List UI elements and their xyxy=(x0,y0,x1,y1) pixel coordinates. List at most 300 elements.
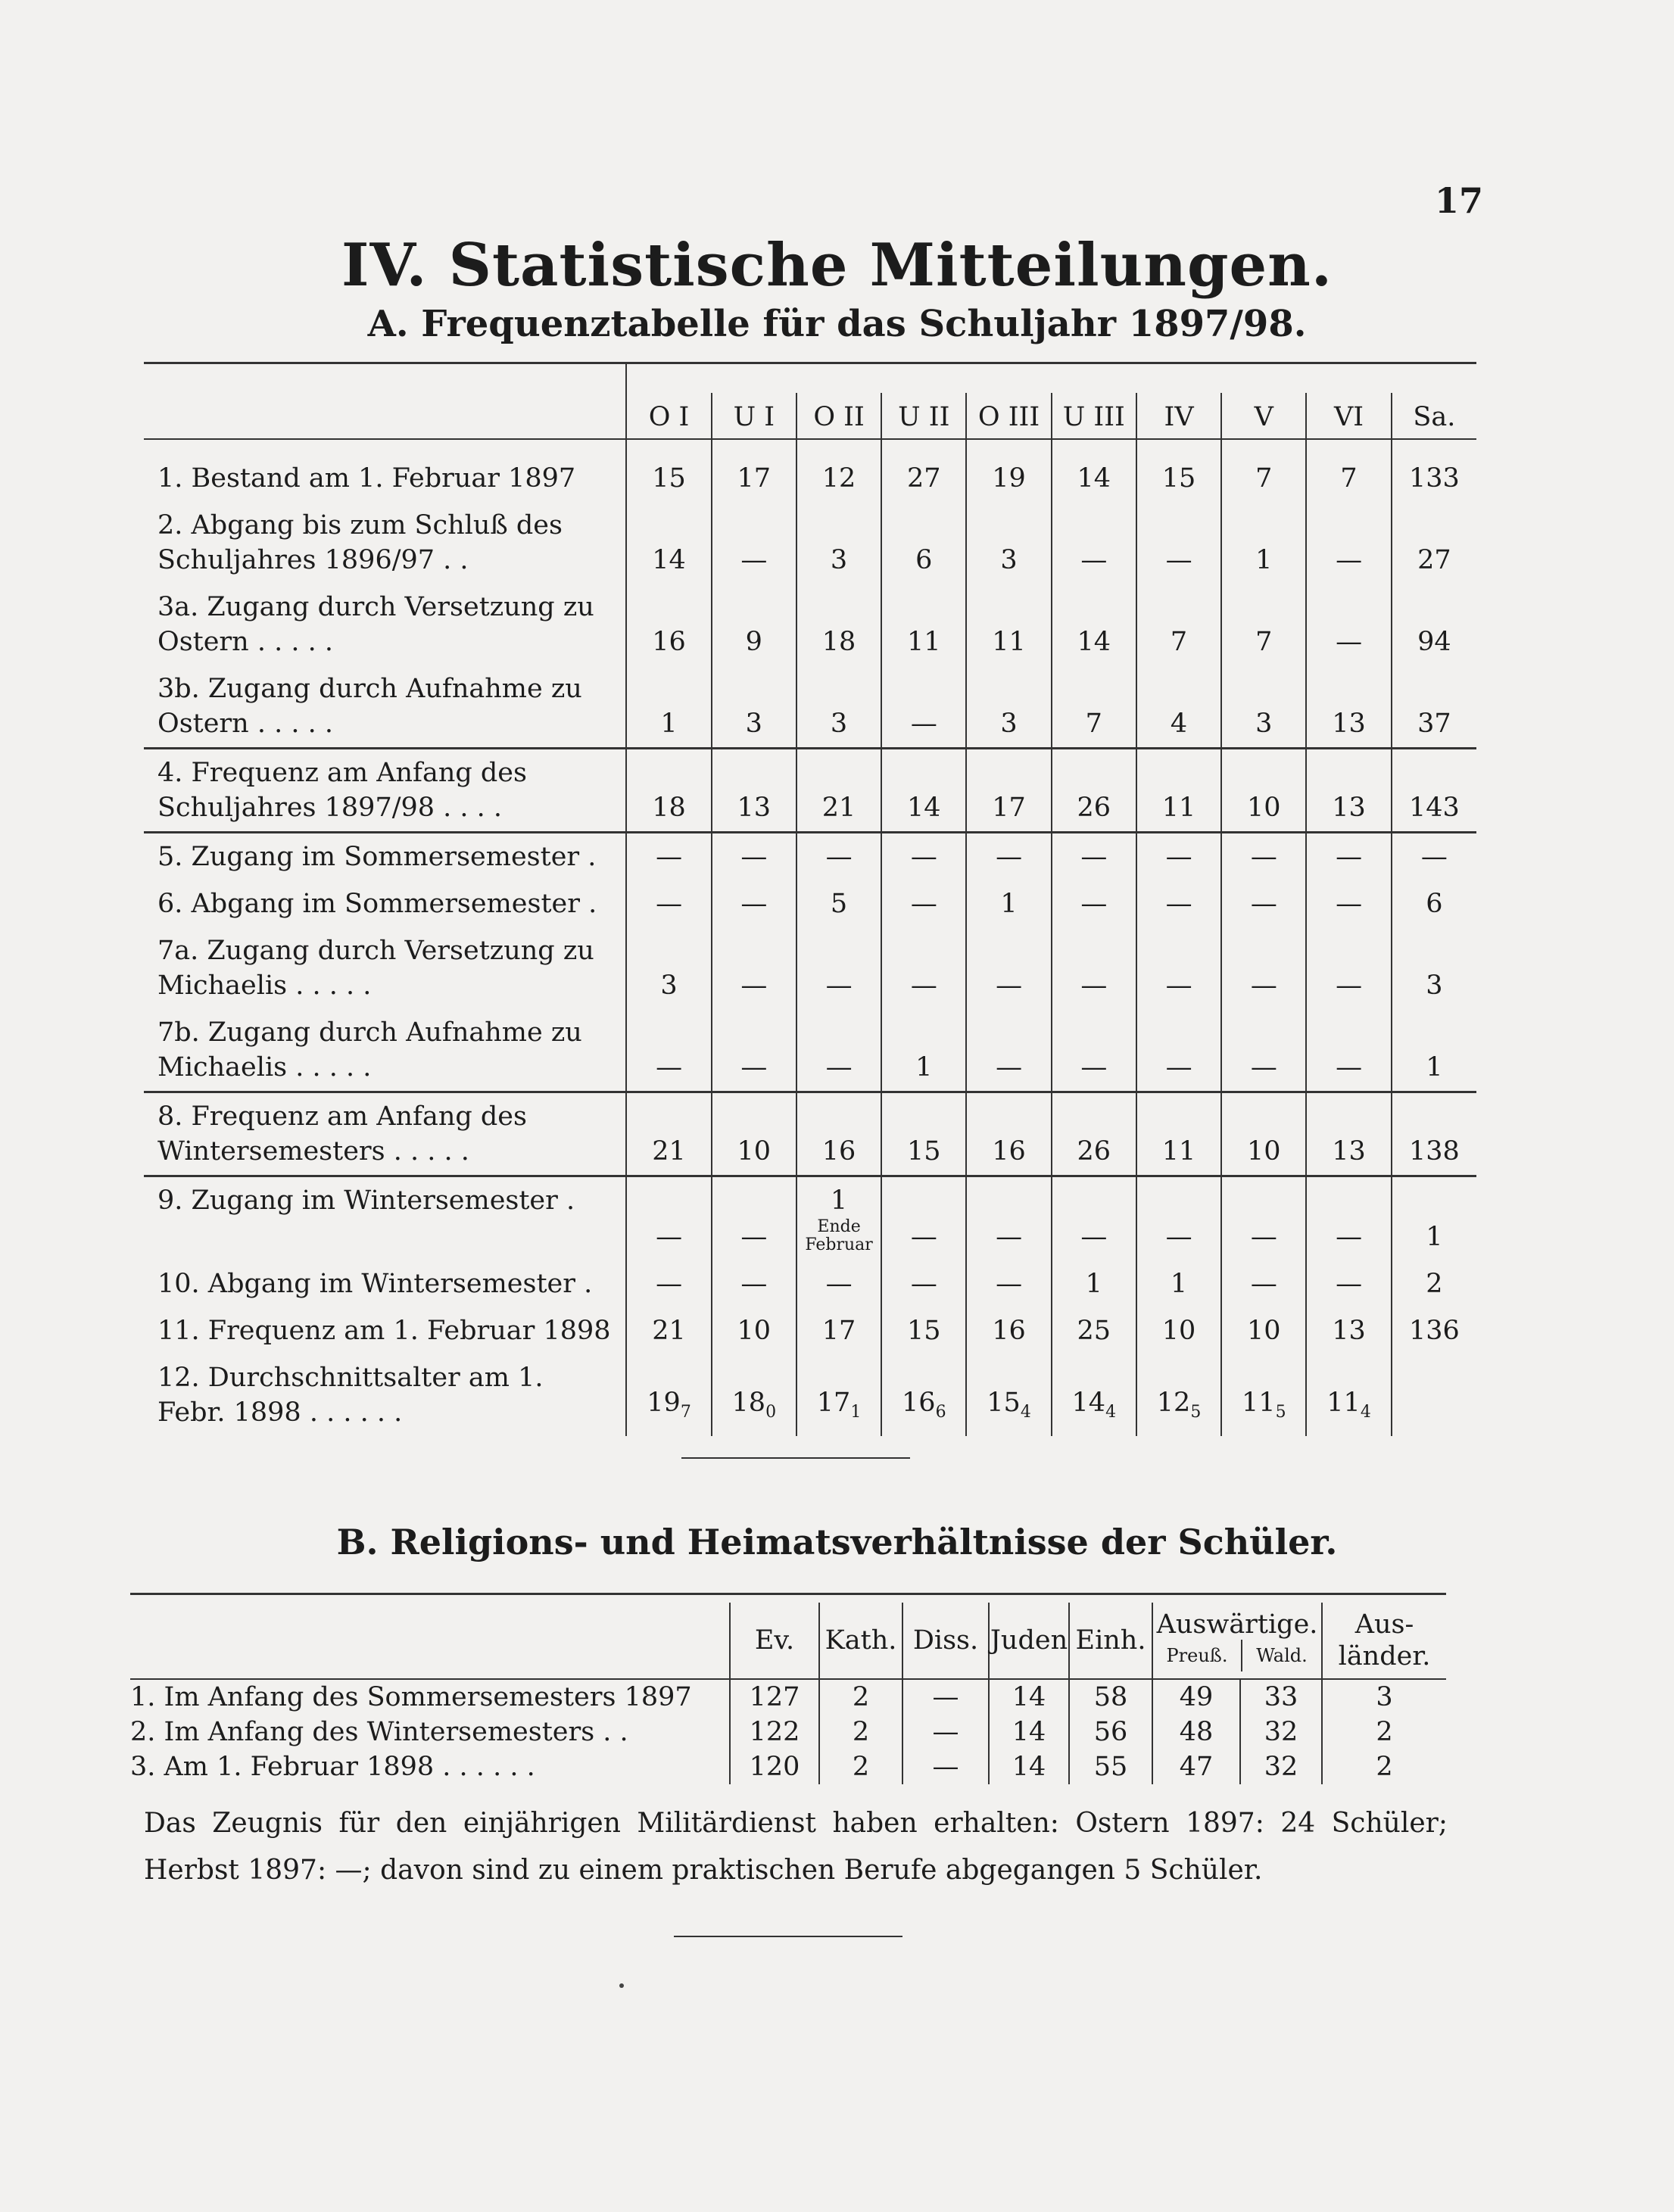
cell-value: — xyxy=(1420,842,1448,872)
cell-value: 1 xyxy=(915,1052,933,1083)
value-cell xyxy=(1052,584,1136,665)
cell-value: — xyxy=(1336,627,1363,657)
value-cell xyxy=(1221,880,1306,927)
value-cell xyxy=(712,1307,796,1354)
value-cell: 55 xyxy=(1069,1749,1152,1784)
value-cell xyxy=(1136,665,1221,749)
cell-value: 13 xyxy=(1332,1136,1366,1167)
cell-value: 10 xyxy=(1161,1316,1196,1346)
value-cell xyxy=(881,927,966,1009)
col-header: U I xyxy=(712,393,796,439)
cell-value: 7 xyxy=(1255,463,1273,494)
value-cell xyxy=(1221,665,1306,749)
cell-value: — xyxy=(740,970,768,1001)
col-header-diss: Diss. xyxy=(902,1603,989,1679)
value-cell xyxy=(796,833,881,881)
table-row xyxy=(144,584,1476,665)
value-cell: 49 xyxy=(1152,1679,1240,1715)
table-row xyxy=(144,1009,1476,1092)
col-header: U III xyxy=(1052,393,1136,439)
value-cell xyxy=(1306,880,1391,927)
cell-value: 1 xyxy=(830,1185,848,1216)
cell-value: — xyxy=(910,889,937,919)
cell-value: 3 xyxy=(1000,709,1018,739)
value-cell xyxy=(1052,833,1136,881)
remark-paragraph: Das Zeugnis für den einjährigen Militärdienst haben erhalten: Ostern 1897: 24 Schüler; Herbst 1897: —; davon sind zu einem praktischen Berufe abgegangen 5 Schüler. xyxy=(144,1808,1448,1886)
value-cell xyxy=(1392,1092,1476,1176)
value-cell xyxy=(712,1176,796,1261)
value-cell xyxy=(1306,833,1391,881)
cell-value: 10 xyxy=(1247,1316,1281,1346)
age-cell xyxy=(1306,1354,1391,1436)
age-cell xyxy=(966,1354,1051,1436)
value-cell xyxy=(881,749,966,833)
value-cell xyxy=(1306,1176,1391,1261)
value-cell xyxy=(712,1092,796,1176)
col-header-ev: Ev. xyxy=(730,1603,819,1679)
value-cell xyxy=(966,502,1051,584)
cell-value: 10 xyxy=(737,1316,772,1346)
cell-value: 16 xyxy=(992,1136,1026,1167)
value-cell xyxy=(881,502,966,584)
value-cell xyxy=(796,584,881,665)
value-cell xyxy=(1306,1092,1391,1176)
value-cell xyxy=(966,439,1051,502)
value-cell xyxy=(712,502,796,584)
value-cell xyxy=(966,880,1051,927)
value-cell xyxy=(796,1176,881,1261)
col-header: IV xyxy=(1136,393,1221,439)
value-cell xyxy=(1392,1176,1476,1261)
row-label: 12. Durchschnittsalter am 1. Febr. 1898 . . . . . . xyxy=(157,1363,544,1428)
cell-value: — xyxy=(740,1269,768,1299)
col-header-preuss: Preuß. xyxy=(1153,1640,1242,1671)
age-cell xyxy=(1136,1354,1221,1436)
cell-value: 15 xyxy=(907,1316,941,1346)
value-cell xyxy=(966,833,1051,881)
value-cell xyxy=(1221,833,1306,881)
cell-value: 1 xyxy=(660,709,678,739)
cell-value: 14 xyxy=(652,545,686,575)
cell-value: — xyxy=(656,1269,683,1299)
col-header: VI xyxy=(1306,393,1391,439)
table-row xyxy=(144,1260,1476,1307)
religion-header-row xyxy=(130,1603,1446,1679)
value-cell: 32 xyxy=(1240,1749,1322,1784)
value-cell: 2 xyxy=(1322,1715,1446,1749)
value-cell: 2 xyxy=(1322,1749,1446,1784)
cell-value: 5 xyxy=(830,889,848,919)
value-cell: 127 xyxy=(730,1679,819,1715)
value-cell xyxy=(1306,927,1391,1009)
cell-value: — xyxy=(910,970,937,1001)
value-cell xyxy=(1221,927,1306,1009)
value-cell xyxy=(1052,749,1136,833)
row-label: 7a. Zugang durch Versetzung zu Michaelis . . . . . xyxy=(157,936,594,1001)
value-cell: 120 xyxy=(730,1749,819,1784)
value-cell xyxy=(1136,439,1221,502)
section-divider xyxy=(681,1457,910,1459)
cell-value: 7 xyxy=(1170,627,1188,657)
age-decimal: 6 xyxy=(935,1403,946,1422)
frequency-table xyxy=(144,362,1476,1436)
cell-value: — xyxy=(1250,889,1277,919)
value-cell xyxy=(1136,1260,1221,1307)
age-whole: 18 xyxy=(731,1388,766,1418)
cell-value: 37 xyxy=(1417,709,1451,739)
value-cell xyxy=(1392,665,1476,749)
row-label: 1. Bestand am 1. Februar 1897 xyxy=(157,463,576,494)
col-header-wald: Wald. xyxy=(1256,1645,1308,1666)
cell-value: — xyxy=(1336,889,1363,919)
row-label: 3. Am 1. Februar 1898 . . . . . . xyxy=(130,1752,535,1782)
cell-value: — xyxy=(740,889,768,919)
table-row xyxy=(144,833,1476,881)
cell-value: — xyxy=(1080,1222,1108,1252)
value-cell xyxy=(626,502,711,584)
value-cell xyxy=(966,1307,1051,1354)
value-cell xyxy=(626,833,711,881)
cell-value: 18 xyxy=(652,793,686,823)
value-cell xyxy=(1306,502,1391,584)
cell-value: 11 xyxy=(1161,1136,1196,1167)
value-cell xyxy=(966,1092,1051,1176)
cell-value: 6 xyxy=(915,545,933,575)
value-cell xyxy=(626,1176,711,1261)
cell-value: — xyxy=(996,970,1023,1001)
value-cell xyxy=(1136,880,1221,927)
table-row xyxy=(144,880,1476,927)
value-cell xyxy=(626,1307,711,1354)
cell-value: 6 xyxy=(1426,889,1443,919)
cell-value: 16 xyxy=(992,1316,1026,1346)
value-cell xyxy=(966,584,1051,665)
value-cell xyxy=(1052,1260,1136,1307)
religion-body xyxy=(130,1679,1446,1784)
empty-cell xyxy=(1392,1354,1476,1436)
age-decimal: 1 xyxy=(850,1403,862,1422)
header-blank xyxy=(144,393,626,439)
cell-value: — xyxy=(740,1222,768,1252)
cell-value: 14 xyxy=(1077,463,1111,494)
cell-value: — xyxy=(910,1222,937,1252)
value-cell xyxy=(966,927,1051,1009)
value-cell xyxy=(1052,1092,1136,1176)
age-cell xyxy=(1221,1354,1306,1436)
cell-value: 17 xyxy=(992,793,1026,823)
value-cell xyxy=(1136,749,1221,833)
cell-value: 4 xyxy=(1170,709,1188,739)
row-label: 2. Im Anfang des Wintersemesters . . xyxy=(130,1717,628,1747)
cell-value: — xyxy=(740,1052,768,1083)
row-label: 8. Frequenz am Anfang des Wintersemesters . . . . . xyxy=(144,1092,626,1176)
value-cell xyxy=(1392,880,1476,927)
cell-value: — xyxy=(1165,1222,1192,1252)
value-cell xyxy=(1306,439,1391,502)
cell-value: 11 xyxy=(1161,793,1196,823)
cell-value: 3 xyxy=(1426,970,1443,1001)
cell-value: 1 xyxy=(1000,889,1018,919)
value-cell xyxy=(712,439,796,502)
value-cell xyxy=(1052,665,1136,749)
value-cell xyxy=(1221,584,1306,665)
value-cell: 3 xyxy=(1322,1679,1446,1715)
cell-value: — xyxy=(1336,545,1363,575)
cell-value: 143 xyxy=(1408,793,1460,823)
cell-value: — xyxy=(1250,970,1277,1001)
cell-value: 16 xyxy=(652,627,686,657)
cell-value: 17 xyxy=(821,1316,856,1346)
table-row xyxy=(144,665,1476,749)
value-cell xyxy=(1392,1307,1476,1354)
cell-value: — xyxy=(1250,1052,1277,1083)
cell-value: — xyxy=(1250,842,1277,872)
cell-value: — xyxy=(910,1269,937,1299)
cell-value: — xyxy=(1165,842,1192,872)
cell-value: 10 xyxy=(1247,1136,1281,1167)
value-cell xyxy=(796,880,881,927)
col-header: O II xyxy=(796,393,881,439)
cell-value: — xyxy=(1250,1269,1277,1299)
cell-value: — xyxy=(740,545,768,575)
table-row xyxy=(144,502,1476,584)
value-cell xyxy=(1052,927,1136,1009)
cell-value: 26 xyxy=(1077,1136,1111,1167)
value-cell xyxy=(881,1307,966,1354)
value-cell xyxy=(1306,665,1391,749)
value-cell xyxy=(966,1176,1051,1261)
row-label: 11. Frequenz am 1. Februar 1898 xyxy=(157,1316,611,1346)
cell-value: 14 xyxy=(1077,627,1111,657)
value-cell xyxy=(1392,749,1476,833)
age-decimal: 7 xyxy=(680,1403,691,1422)
closing-divider xyxy=(674,1936,902,1937)
age-decimal: 5 xyxy=(1275,1403,1286,1422)
value-cell xyxy=(1136,927,1221,1009)
value-cell xyxy=(1052,1307,1136,1354)
cell-value: 11 xyxy=(907,627,941,657)
value-cell xyxy=(626,927,711,1009)
cell-value: 15 xyxy=(1161,463,1196,494)
cell-value: 18 xyxy=(821,627,856,657)
table-row xyxy=(130,1749,1446,1784)
cell-value: 13 xyxy=(1332,1316,1366,1346)
cell-value: 12 xyxy=(821,463,856,494)
value-cell: 2 xyxy=(819,1679,902,1715)
value-cell xyxy=(626,584,711,665)
main-title: IV. Statistische Mitteilungen. xyxy=(341,231,1333,300)
value-cell xyxy=(881,833,966,881)
cell-value: — xyxy=(1080,1052,1108,1083)
table-row xyxy=(144,1176,1476,1261)
cell-value: 7 xyxy=(1085,709,1102,739)
col-header: O III xyxy=(966,393,1051,439)
age-whole: 11 xyxy=(1242,1388,1276,1418)
row-label: 2. Abgang bis zum Schluß des Schuljahres 1896/97 . . xyxy=(157,510,563,575)
value-cell xyxy=(1221,502,1306,584)
value-cell xyxy=(796,502,881,584)
row-label: 10. Abgang im Wintersemester . xyxy=(157,1269,593,1299)
cell-value: — xyxy=(1336,1269,1363,1299)
value-cell xyxy=(796,1009,881,1092)
cell-value: — xyxy=(1080,889,1108,919)
cell-value: 3 xyxy=(1255,709,1273,739)
value-cell xyxy=(881,1092,966,1176)
table-row xyxy=(130,1715,1446,1749)
value-cell xyxy=(626,439,711,502)
value-cell xyxy=(1052,439,1136,502)
value-cell xyxy=(796,665,881,749)
value-cell xyxy=(1136,1092,1221,1176)
cell-value: — xyxy=(996,1269,1023,1299)
cell-value: 3 xyxy=(1000,545,1018,575)
value-cell xyxy=(712,833,796,881)
row-label: 4. Frequenz am Anfang des Schuljahres 1897/98 . . . . xyxy=(144,749,626,833)
value-cell xyxy=(796,439,881,502)
table-row xyxy=(144,439,1476,502)
cell-value: 27 xyxy=(907,463,941,494)
value-cell xyxy=(966,749,1051,833)
value-cell: 14 xyxy=(989,1715,1069,1749)
cell-value: — xyxy=(825,970,853,1001)
value-cell xyxy=(1221,1307,1306,1354)
cell-value: — xyxy=(1165,1052,1192,1083)
value-cell xyxy=(1052,1009,1136,1092)
table-row xyxy=(144,1354,1476,1436)
cell-value: — xyxy=(1080,545,1108,575)
value-cell xyxy=(1136,1009,1221,1092)
value-cell xyxy=(712,1260,796,1307)
page-number: 17 xyxy=(1435,180,1484,221)
value-cell: 58 xyxy=(1069,1679,1152,1715)
value-cell: 122 xyxy=(730,1715,819,1749)
age-whole: 16 xyxy=(902,1388,936,1418)
value-cell xyxy=(1136,584,1221,665)
cell-value: 3 xyxy=(830,709,848,739)
col-header-kath: Kath. xyxy=(819,1603,902,1679)
value-cell xyxy=(626,665,711,749)
cell-value: 11 xyxy=(992,627,1026,657)
col-header-auslaender: Aus- länder. xyxy=(1322,1603,1446,1679)
value-cell xyxy=(1306,1260,1391,1307)
value-cell xyxy=(712,880,796,927)
cell-value: 26 xyxy=(1077,793,1111,823)
value-cell xyxy=(1306,1009,1391,1092)
col-header: O I xyxy=(626,393,711,439)
cell-value: 136 xyxy=(1408,1316,1460,1346)
value-cell xyxy=(796,1307,881,1354)
cell-value: 1 xyxy=(1085,1269,1102,1299)
value-cell xyxy=(712,665,796,749)
value-cell xyxy=(1221,1009,1306,1092)
value-cell: 14 xyxy=(989,1679,1069,1715)
value-cell: 14 xyxy=(989,1749,1069,1784)
auswaertige-label: Auswärtige. xyxy=(1156,1609,1318,1640)
age-whole: 19 xyxy=(647,1388,681,1418)
value-cell xyxy=(1392,439,1476,502)
col-header-auswaertige xyxy=(1152,1603,1322,1679)
cell-value: 19 xyxy=(992,463,1026,494)
cell-value: 15 xyxy=(652,463,686,494)
cell-value: — xyxy=(996,1052,1023,1083)
value-cell xyxy=(1136,502,1221,584)
row-label: 5. Zugang im Sommersemester . xyxy=(144,833,626,881)
value-cell xyxy=(1136,1176,1221,1261)
value-cell xyxy=(881,1260,966,1307)
cell-value: — xyxy=(1165,545,1192,575)
age-decimal: 4 xyxy=(1105,1403,1117,1422)
cell-value: 1 xyxy=(1426,1052,1443,1083)
value-cell xyxy=(881,1176,966,1261)
value-cell xyxy=(712,749,796,833)
value-cell xyxy=(966,1009,1051,1092)
religion-table xyxy=(130,1593,1446,1784)
cell-value: 21 xyxy=(821,793,856,823)
cell-value: 2 xyxy=(1426,1269,1443,1299)
value-cell: 32 xyxy=(1240,1715,1322,1749)
cell-value: — xyxy=(1165,970,1192,1001)
value-cell xyxy=(1136,1307,1221,1354)
row-label: 9. Zugang im Wintersemester . xyxy=(144,1176,626,1261)
value-cell xyxy=(1221,1092,1306,1176)
section-a-title: A. Frequenztabelle für das Schuljahr 1897/98. xyxy=(367,303,1307,345)
value-cell xyxy=(1221,1176,1306,1261)
value-cell xyxy=(881,584,966,665)
cell-value: 3 xyxy=(830,545,848,575)
value-cell xyxy=(1392,502,1476,584)
cell-value: 25 xyxy=(1077,1316,1111,1346)
cell-value: — xyxy=(1336,970,1363,1001)
value-cell: 2 xyxy=(819,1715,902,1749)
age-whole: 12 xyxy=(1156,1388,1191,1418)
value-cell xyxy=(626,749,711,833)
value-cell xyxy=(1221,439,1306,502)
cell-value: — xyxy=(656,889,683,919)
auswaertige-subheaders xyxy=(1153,1640,1321,1671)
value-cell xyxy=(1392,1260,1476,1307)
col-header: U II xyxy=(881,393,966,439)
cell-value: — xyxy=(1165,889,1192,919)
table-row xyxy=(144,749,1476,833)
value-cell xyxy=(712,927,796,1009)
cell-value: 27 xyxy=(1417,545,1451,575)
cell-value: 1 xyxy=(1170,1269,1188,1299)
cell-value: 3 xyxy=(660,970,678,1001)
value-cell xyxy=(881,665,966,749)
cell-value: 13 xyxy=(737,793,772,823)
cell-value: — xyxy=(1336,842,1363,872)
cell-value: — xyxy=(656,1052,683,1083)
value-cell xyxy=(966,665,1051,749)
value-cell xyxy=(1221,1260,1306,1307)
value-cell xyxy=(796,927,881,1009)
age-decimal: 0 xyxy=(765,1403,777,1422)
row-label: 3b. Zugang durch Aufnahme zu Ostern . . . . . xyxy=(157,674,582,739)
value-cell xyxy=(1392,584,1476,665)
value-cell: 2 xyxy=(819,1749,902,1784)
age-cell xyxy=(712,1354,796,1436)
cell-value: 1 xyxy=(1426,1222,1443,1252)
cell-value: — xyxy=(1080,970,1108,1001)
table-row xyxy=(130,1679,1446,1715)
table-row xyxy=(144,1307,1476,1354)
cell-value: 133 xyxy=(1408,463,1460,494)
age-decimal: 4 xyxy=(1360,1403,1371,1422)
cell-value: 7 xyxy=(1340,463,1358,494)
cell-value: 138 xyxy=(1408,1136,1460,1167)
value-cell: 33 xyxy=(1240,1679,1322,1715)
value-cell xyxy=(1306,1307,1391,1354)
